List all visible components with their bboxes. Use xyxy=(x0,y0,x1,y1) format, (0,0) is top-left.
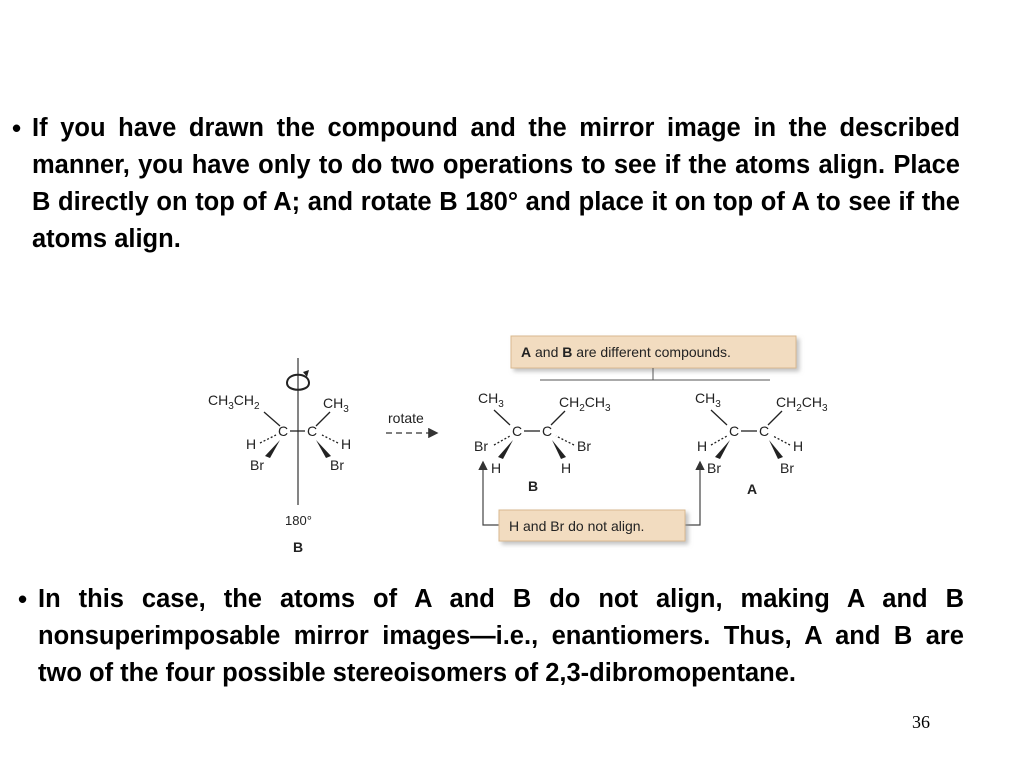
svg-text:Br: Br xyxy=(707,460,721,476)
bullet-2-text: In this case, the atoms of A and B do not align, making A and B nonsuperimposable mirror images—i.e., enantiomers. Thus, A and B are two of the four possible stereoisomers of 2,3-dibromopentane. xyxy=(38,585,964,687)
svg-text:C: C xyxy=(542,423,553,439)
bottom-callout-text: H and Br do not align. xyxy=(509,518,645,534)
svg-text:H: H xyxy=(697,438,708,454)
bullet-2 xyxy=(18,581,972,692)
left-ch3: $CH_3$ xyxy=(323,395,349,415)
connector-a xyxy=(685,463,700,525)
svg-text:A: A xyxy=(747,481,758,497)
top-callout-text: A and B are different compounds. xyxy=(521,344,731,360)
bullet-marker: • xyxy=(18,584,28,614)
angle-label: 180° xyxy=(285,513,312,528)
svg-text:H: H xyxy=(561,460,572,476)
bullet-1-text: If you have drawn the compound and the mirror image in the described manner, you have only to do two operations to see if the atoms align. Place B directly on top of A; and rotate B 180° and place it on top of A to see if the atoms align. xyxy=(32,114,960,253)
svg-text:CH3: $CH_3$ xyxy=(695,390,721,410)
svg-text:Br: Br xyxy=(474,438,488,454)
bullet-marker: • xyxy=(12,113,22,143)
svg-text:Br: Br xyxy=(780,460,794,476)
left-h-left: H xyxy=(246,436,257,452)
svg-text:CH3: $CH_3$ xyxy=(478,390,504,410)
svg-text:B: B xyxy=(528,478,539,494)
svg-text:CH2CH3: $CH_2CH_3$ xyxy=(559,394,611,414)
left-h-right: H xyxy=(341,436,352,452)
molecule-b xyxy=(474,390,611,494)
left-c1: C xyxy=(278,423,289,439)
rotate-label: rotate xyxy=(388,410,424,426)
svg-text:H: H xyxy=(793,438,804,454)
svg-text:C: C xyxy=(729,423,740,439)
svg-text:C: C xyxy=(759,423,770,439)
left-molecule-label: B xyxy=(293,539,304,555)
left-c2: C xyxy=(307,423,318,439)
left-ch3ch2: $CH_3CH_2$ xyxy=(208,392,260,412)
molecule-a xyxy=(695,390,828,497)
page-number: 36 xyxy=(912,712,930,732)
svg-text:H: H xyxy=(491,460,502,476)
left-br-left: Br xyxy=(250,457,264,473)
svg-text:C: C xyxy=(512,423,523,439)
left-molecule xyxy=(208,358,351,555)
left-br-right: Br xyxy=(330,457,344,473)
svg-text:CH2CH3: $CH_2CH_3$ xyxy=(776,394,828,414)
svg-text:Br: Br xyxy=(577,438,591,454)
